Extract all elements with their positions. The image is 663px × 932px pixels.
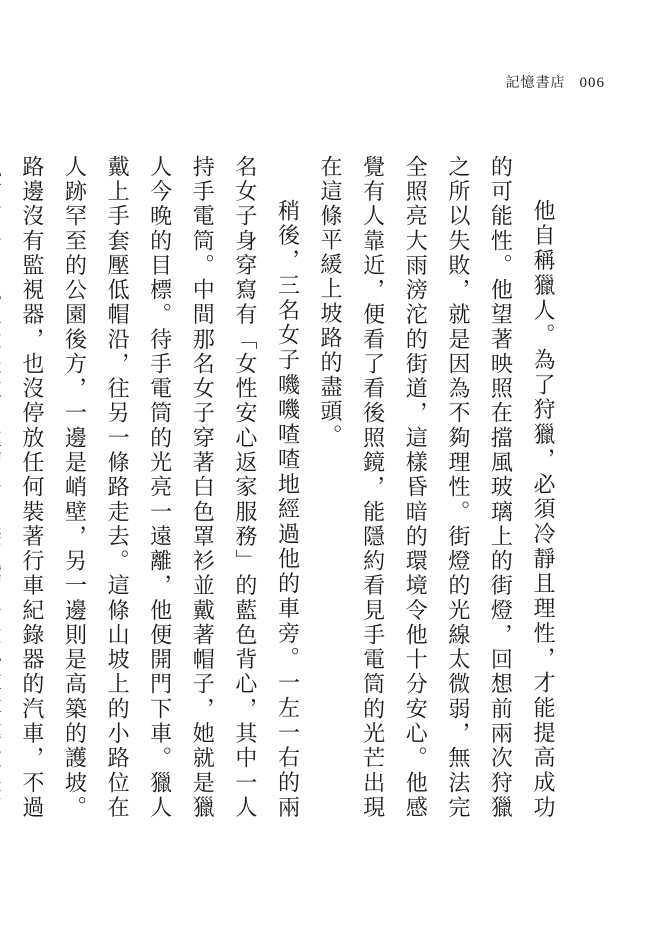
- page-number: 006: [579, 75, 605, 91]
- running-header: [506, 72, 606, 92]
- paragraph-1: 他自稱獵人。為了狩獵，必須冷靜且理性，才能提高成功的可能性。他望著映照在擋風玻璃上的街燈，回想前兩次狩獵之所以失敗，就是因為不夠理性。街燈的光線太微弱，無法完全照亮大雨滂沱的街道，這樣昏暗的環境令他十分安心。他感覺有人靠近，便看了看後照鏡，能隱約看見手電筒的光芒出現在這條平緩上坡路的盡頭。: [317, 155, 555, 820]
- book-title: 記憶書店: [505, 75, 566, 91]
- body-text: [0, 155, 563, 820]
- paragraph-2: 稍後，三名女子嘰嘰喳喳地經過他的車旁。一左一右的兩名女子身穿寫有「女性安心返家服務」的藍色背心，其中一人持手電筒。中間那名女子穿著白色罩衫並戴著帽子，她就是獵人今晚的目標。待手電筒的光亮一遠離，他便開門下車。獵人戴上手套壓低帽沿，往另一條路走去。這條山坡上的小路位在人跡罕至的公園後方，一邊是峭壁，另一邊則是高築的護坡。路邊沒有監視器，也沒停放任何裝著行車紀錄器的汽車，不過: [18, 155, 300, 820]
